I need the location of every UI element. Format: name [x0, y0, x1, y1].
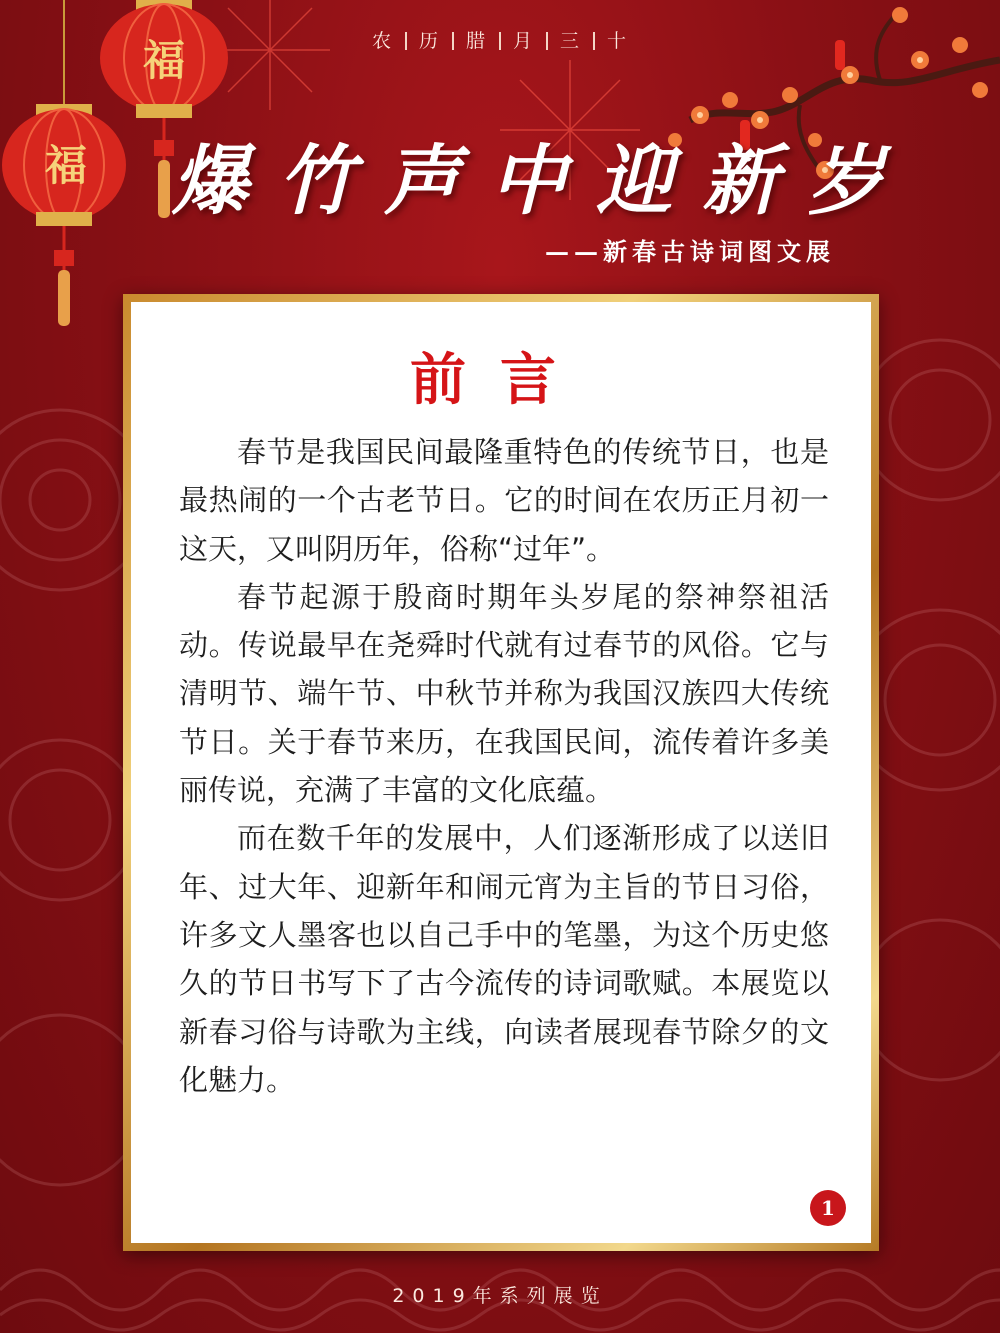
footer-text: 2019年系列展览 [392, 1285, 608, 1307]
page-number: 1 [810, 1190, 846, 1226]
preface-text [179, 428, 829, 1104]
paragraph: 春节起源于殷商时期年头岁尾的祭神祭祖活动。传说最早在尧舜时代就有过春节的风俗。它与清明节、端午节、中秋节并称为我国汉族四大传统节日。关于春节来历，在我国民间，流传着许多美丽传说，充满了丰富的文化底蕴。 [179, 579, 829, 808]
section-heading: 前言 [410, 347, 590, 413]
lantern-right-char: 福 [142, 36, 185, 85]
page-title: 爆竹声中迎新岁 [172, 136, 914, 225]
paragraph: 春节是我国民间最隆重特色的传统节日，也是最热闹的一个古老节日。它的时间在农历正月初一这天，又叫阴历年，俗称“过年”。 [179, 435, 829, 566]
calendar-char: 三 [560, 30, 582, 52]
calendar-char: 月 [513, 30, 535, 52]
calendar-char: 十 [607, 30, 629, 52]
calendar-char: 历 [418, 30, 440, 52]
page-subtitle: ——新春古诗词图文展 [545, 237, 835, 266]
lunar-date [0, 26, 1000, 53]
calendar-char: 腊 [465, 30, 487, 52]
calendar-char: 农 [371, 30, 393, 52]
paragraph: 而在数千年的发展中，人们逐渐形成了以送旧年、过大年、迎新年和闹元宵为主旨的节日习俗，许多文人墨客也以自己手中的笔墨，为这个历史悠久的节日书写下了古今流传的诗词歌赋。本展览以新春习俗与诗歌为主线，向读者展现春节除夕的文化魅力。 [179, 821, 829, 1097]
lantern-left-char: 福 [44, 141, 87, 190]
